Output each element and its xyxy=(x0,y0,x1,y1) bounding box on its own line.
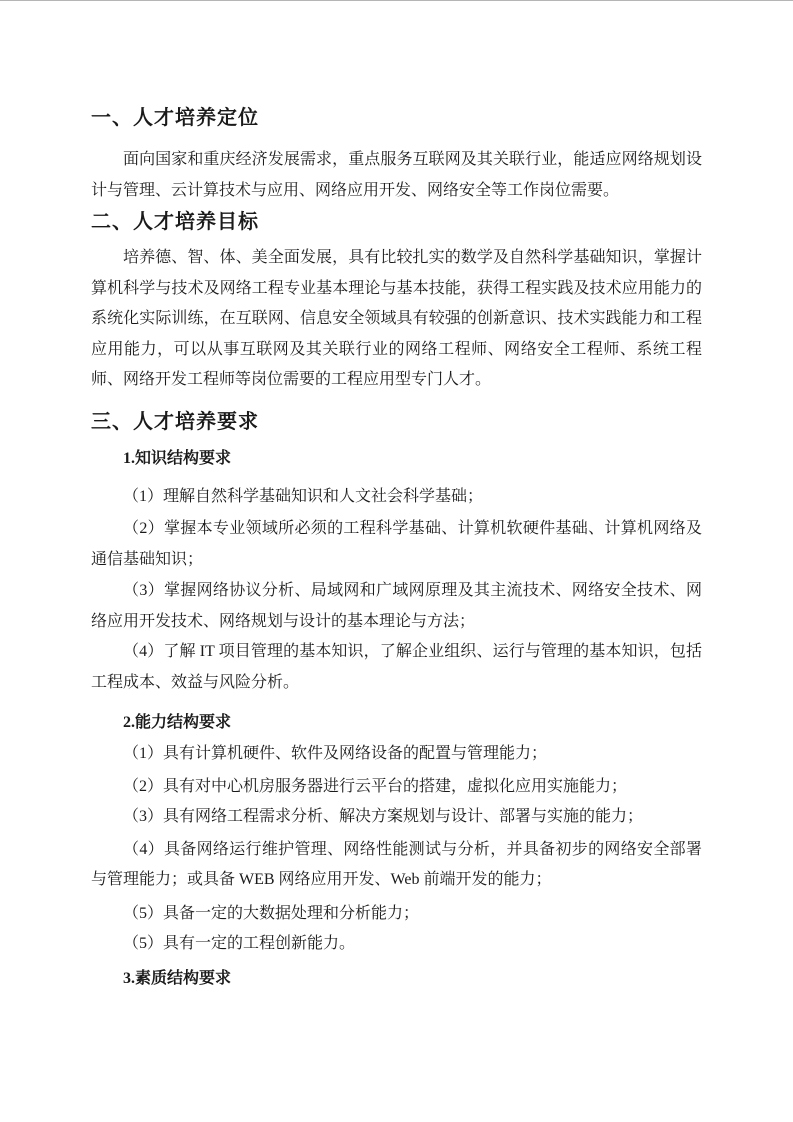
list-item-knowledge-1: （1）理解自然科学基础知识和人文社会科学基础； xyxy=(123,487,484,505)
list-item-ability-3: （3）具有网络工程需求分析、解决方案规划与设计、部署与实施的能力； xyxy=(123,808,644,825)
list-item-knowledge-4: （4）了解 IT 项目管理的基本知识，了解企业组织、运行与管理的基本知识，包括工程成本、效益与风险分析。 xyxy=(91,643,702,691)
heading-section-2: 二、人才培养目标 xyxy=(91,211,259,233)
list-item-ability-2: （2）具有对中心机房服务器进行云平台的搭建，虚拟化应用实施能力； xyxy=(123,777,628,795)
list-item-ability-5: （5）具备一定的大数据处理和分析能力； xyxy=(123,904,420,922)
list-item-ability-6: （5）具有一定的工程创新能力。 xyxy=(123,935,356,952)
subheading-knowledge-structure: 1.知识结构要求 xyxy=(123,449,232,467)
list-item-knowledge-2: （2）掌握本专业领域所必须的工程科学基础、计算机软硬件基础、计算机网络及通信基础知识； xyxy=(91,520,702,568)
subheading-ability-structure: 2.能力结构要求 xyxy=(123,714,232,731)
subheading-quality-structure: 3.素质结构要求 xyxy=(123,969,232,987)
paragraph-objective: 培养德、智、体、美全面发展，具有比较扎实的数学及自然科学基础知识，掌握计算机科学与技术及网络工程专业基本理论与基本技能，获得工程实践及技术应用能力的系统化实际训练，在互联网、信息安全领域具有较强的创新意识、技术实践能力和工程应用能力，可以从事互联网及其关联行业的网络工程师、网络安全工程师、系统工程师、网络开发工程师等岗位需要的工程应用型专门人才。 xyxy=(91,249,702,388)
heading-section-1: 一、人才培养定位 xyxy=(91,107,259,129)
heading-section-3: 三、人才培养要求 xyxy=(91,410,259,433)
paragraph-positioning: 面向国家和重庆经济发展需求，重点服务互联网及其关联行业，能适应网络规划设计与管理、云计算技术与应用、网络应用开发、网络安全等工作岗位需要。 xyxy=(91,151,702,199)
list-item-ability-4: （4）具备网络运行维护管理、网络性能测试与分析，并具备初步的网络安全部署与管理能力；或具备 WEB 网络应用开发、Web 前端开发的能力； xyxy=(91,840,702,888)
list-item-knowledge-3: （3）掌握网络协议分析、局域网和广域网原理及其主流技术、网络安全技术、网络应用开发技术、网络规划与设计的基本理论与方法； xyxy=(91,582,702,630)
list-item-ability-1: （1）具有计算机硬件、软件及网络设备的配置与管理能力； xyxy=(123,745,548,762)
